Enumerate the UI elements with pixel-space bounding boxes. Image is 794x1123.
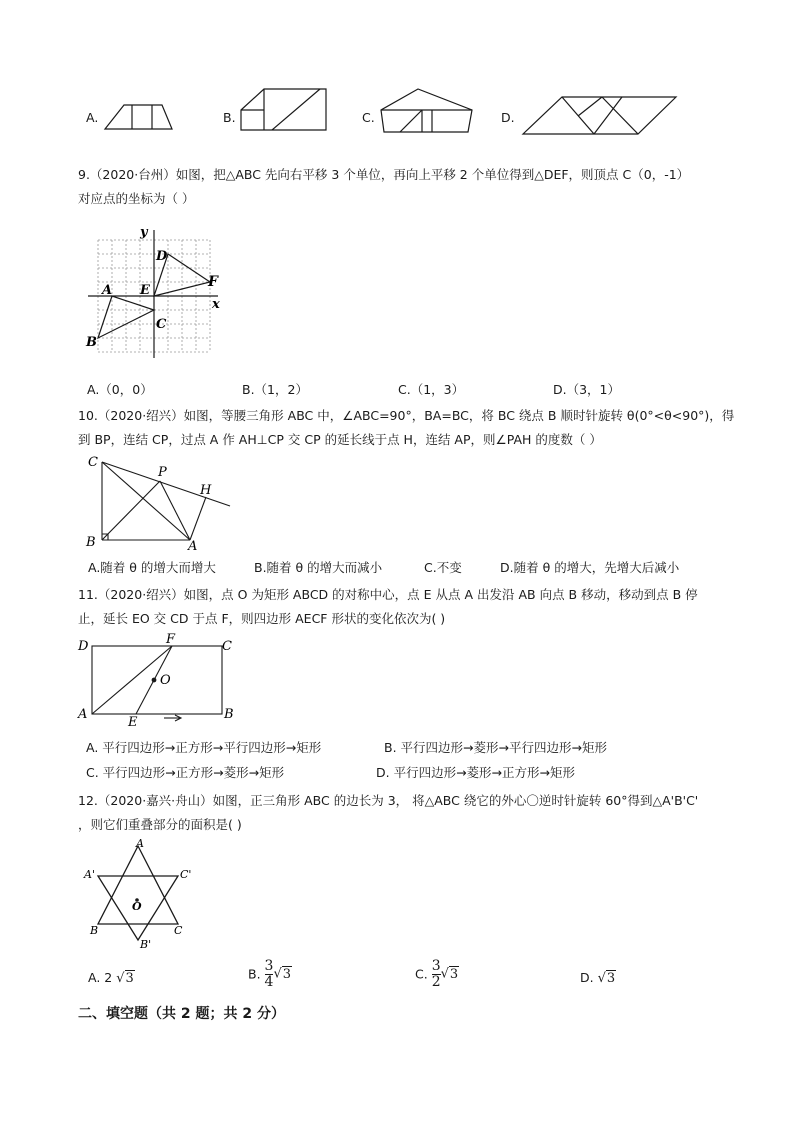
q11-label-c: C [222, 639, 232, 654]
q12-option-c-sqrt: √3 [440, 966, 459, 982]
q8-option-b-label: B. [223, 110, 236, 125]
q11-label-e: E [128, 715, 138, 730]
q9-stem-line1: 9.（2020·台州）如图，把△ABC 先向右平移 3 个单位，再向上平移 2 个单位得到△DEF，则顶点 C（0，-1） [78, 167, 690, 182]
q12-option-b-numerator: 3 [264, 958, 274, 974]
q10-label-a: A [188, 539, 198, 554]
q12-label-c: C [174, 924, 183, 937]
q10-option-b: B.随着 θ 的增大而减小 [254, 560, 383, 575]
q11-option-b: B. 平行四边形→菱形→平行四边形→矩形 [384, 740, 607, 755]
q9-option-b: B.（1，2） [242, 382, 308, 397]
q11-stem-line2: 止，延长 EO 交 CD 于点 F，则四边形 AECF 形状的变化依次为( ) [78, 611, 446, 626]
q9-label-a: A [102, 283, 113, 298]
q12-option-a-sqrt: √3 [116, 971, 134, 986]
q9-label-x: x [212, 297, 220, 312]
q12-label-c-prime: C' [180, 868, 192, 881]
q12-option-c-numerator: 3 [431, 958, 441, 974]
section-2-heading: 二、填空题（共 2 题；共 2 分） [78, 1006, 285, 1022]
q9-label-c: C [156, 317, 167, 332]
q10-label-b: B [86, 535, 96, 550]
q12-label-a: A [136, 837, 144, 850]
q10-label-c: C [88, 455, 98, 470]
q9-label-y: y [140, 225, 148, 240]
q8-figure-c [380, 88, 476, 134]
q11-figure [76, 632, 246, 728]
q12-option-a [88, 970, 135, 986]
q12-label-b-prime: B' [140, 938, 152, 951]
q11-option-c: C. 平行四边形→正方形→菱形→矩形 [86, 765, 285, 780]
q12-option-b [248, 959, 292, 989]
q8-figure-a [104, 104, 174, 130]
q12-option-c-label: C. [415, 966, 428, 982]
q11-option-a: A. 平行四边形→正方形→平行四边形→矩形 [86, 740, 322, 755]
q8-option-d-label: D. [501, 110, 515, 125]
q12-option-d-radicand: 3 [606, 971, 616, 986]
q10-option-c: C.不变 [424, 560, 462, 575]
q12-label-a-prime: A' [84, 868, 95, 881]
q12-option-c-fraction [432, 959, 441, 989]
q12-option-b-radicand: 3 [282, 966, 292, 982]
q12-option-d [580, 970, 616, 986]
q10-stem-line1: 10.（2020·绍兴）如图，等腰三角形 ABC 中，∠ABC=90°，BA=BC，将 BC 绕点 B 顺时针旋转 θ(0°<θ<90°)，得 [78, 408, 735, 423]
q12-option-a-label: A. [88, 970, 101, 985]
q11-option-d: D. 平行四边形→菱形→正方形→矩形 [376, 765, 575, 780]
q9-stem-line2: 对应点的坐标为（ ） [78, 191, 195, 206]
q9-option-a: A.（0，0） [87, 382, 153, 397]
q12-option-b-sqrt: √3 [273, 966, 292, 982]
q8-figure-b [240, 88, 330, 132]
q12-label-b: B [90, 924, 99, 937]
q12-label-o: O [132, 900, 142, 913]
q12-option-a-coef: 2 [104, 970, 113, 985]
q9-label-b: B [86, 335, 97, 350]
q11-stem-line1: 11.（2020·绍兴）如图，点 O 为矩形 ABCD 的对称中心，点 E 从点 A 出发沿 AB 向点 B 移动，移动到点 B 停 [78, 587, 698, 602]
q10-label-p: P [158, 465, 167, 480]
q9-figure [84, 224, 224, 359]
q9-option-d: D.（3，1） [553, 382, 621, 397]
q12-stem-line1: 12.（2020·嘉兴·舟山）如图，正三角形 ABC 的边长为 3， 将△ABC 绕它的外心〇逆时针旋转 60°得到△A'B'C' [78, 793, 699, 808]
q8-figure-d [522, 96, 678, 136]
q12-option-d-label: D. [580, 970, 594, 985]
q12-option-c-denominator: 2 [431, 973, 441, 990]
q9-label-d: D [156, 249, 168, 264]
q12-option-b-label: B. [248, 966, 261, 982]
q8-option-a-label: A. [86, 110, 99, 125]
q11-label-b: B [224, 707, 234, 722]
q9-label-f: F [208, 274, 218, 290]
q8-option-c-label: C. [362, 110, 375, 125]
q11-label-f: F [166, 632, 176, 647]
q12-option-c [415, 959, 459, 989]
q12-figure [82, 836, 202, 950]
q12-option-b-denominator: 4 [264, 973, 274, 990]
q12-option-d-sqrt: √3 [597, 971, 616, 986]
q10-option-a: A.随着 θ 的增大而增大 [88, 560, 216, 575]
q10-option-d: D.随着 θ 的增大，先增大后减小 [500, 560, 680, 575]
q11-label-a: A [78, 707, 88, 722]
q11-label-o: O [160, 673, 171, 688]
q12-option-c-radicand: 3 [449, 966, 459, 982]
q11-label-d: D [78, 639, 89, 654]
q9-option-c: C.（1，3） [398, 382, 465, 397]
q10-label-h: H [200, 483, 212, 498]
q10-figure [84, 452, 244, 554]
q12-stem-line2: ，则它们重叠部分的面积是( ) [78, 817, 242, 832]
q12-option-a-radicand: 3 [125, 971, 134, 986]
q10-stem-line2: 到 BP，连结 CP，过点 A 作 AH⊥CP 交 CP 的延长线于点 H，连结 AP，则∠PAH 的度数（ ） [78, 432, 602, 447]
q9-label-e: E [140, 283, 150, 298]
